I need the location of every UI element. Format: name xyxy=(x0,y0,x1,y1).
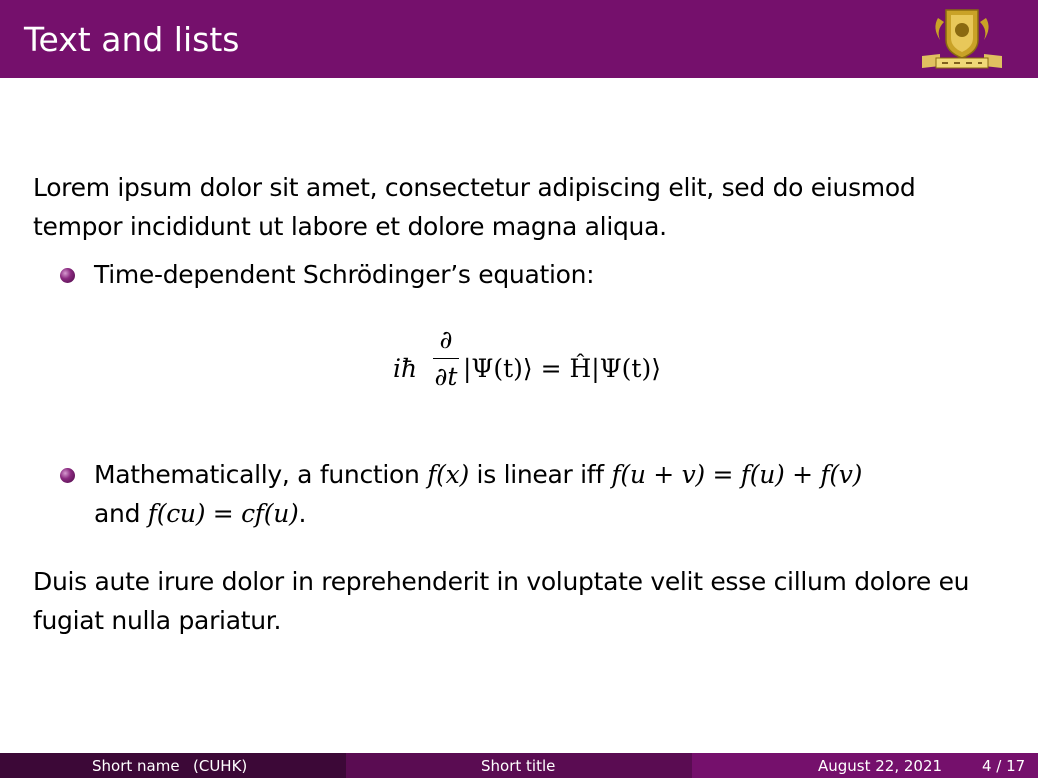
footer-title-box xyxy=(346,753,692,778)
footer-institute: (CUHK) xyxy=(193,757,248,775)
closing-paragraph: Duis aute irure dolor in reprehenderit in voluptate velit esse cillum dolore eu fugiat nulla pariatur. xyxy=(33,567,970,635)
equation-prefix: iħ xyxy=(393,354,418,383)
list-item-text: Time-dependent Schrödinger’s equation: xyxy=(94,260,595,289)
math-inline: f(x) xyxy=(427,460,469,489)
equation-rhs: |Ψ(t)⟩ = Ĥ|Ψ(t)⟩ xyxy=(463,354,661,383)
text-run: is linear iff xyxy=(468,460,612,489)
footer-bar xyxy=(0,753,1038,778)
title-bar xyxy=(0,0,1038,78)
equation-fraction xyxy=(433,322,459,395)
footer-author: Short name xyxy=(92,757,180,775)
math-inline: f(u + v) = f(u) + f(v) xyxy=(611,460,863,489)
text-run: Mathematically, a function xyxy=(94,460,428,489)
footer-short-title: Short title xyxy=(481,757,556,775)
text-run: and xyxy=(94,499,148,528)
footer-date: August 22, 2021 xyxy=(818,757,943,775)
bullet-icon xyxy=(60,468,75,483)
text-run: . xyxy=(298,499,307,528)
bullet-icon xyxy=(60,268,75,283)
footer-page-number: 4 / 17 xyxy=(982,757,1026,775)
footer-date-box xyxy=(692,753,1038,778)
math-inline: f(cu) = cf(u) xyxy=(147,499,299,528)
footer-author-box xyxy=(0,753,346,778)
intro-paragraph: Lorem ipsum dolor sit amet, consectetur adipiscing elit, sed do eiusmod tempor incididunt ut labore et dolore magna aliqua. xyxy=(33,173,916,241)
frame-title: Text and lists xyxy=(24,20,240,59)
equation-numerator: ∂ xyxy=(439,325,453,354)
equation-denominator: ∂t xyxy=(434,362,458,391)
list-item-text xyxy=(94,455,994,533)
university-crest-icon xyxy=(918,6,1006,74)
